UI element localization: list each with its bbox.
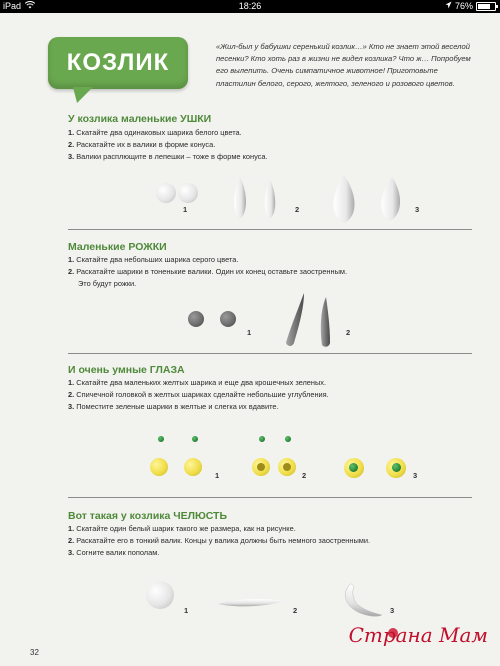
step-label: 3 bbox=[390, 606, 395, 615]
green-ball bbox=[259, 436, 265, 442]
step-horns-2: 2. Раскатайте шарики в тоненькие валики. Один их конец оставьте заостренным. bbox=[68, 267, 348, 276]
white-ball bbox=[178, 183, 198, 203]
step-horns-1: 1. Скатайте два небольших шарика серого цвета. bbox=[68, 255, 239, 264]
section-title-eyes: И очень умные ГЛАЗА bbox=[68, 364, 185, 376]
thin-roll bbox=[216, 595, 286, 611]
battery-percent: 76% bbox=[454, 1, 473, 11]
step-eyes-3: 3. Поместите зеленые шарики в желтые и слегка их вдавите. bbox=[68, 402, 279, 411]
section-title-ears: У козлика маленькие УШКИ bbox=[68, 113, 212, 125]
step-jaw-2: 2. Раскатайте его в тонкий валик. Концы у валика должны быть немного заостренными. bbox=[68, 536, 371, 545]
pupil bbox=[349, 463, 358, 472]
dimple bbox=[257, 463, 265, 471]
grey-ball bbox=[188, 311, 204, 327]
step-eyes-2: 2. Спичечной головкой в желтых шариках сделайте небольшие углубления. bbox=[68, 390, 329, 399]
step-label: 1 bbox=[184, 606, 189, 615]
white-ball bbox=[156, 183, 176, 203]
section-divider bbox=[68, 353, 472, 354]
section-divider bbox=[68, 229, 472, 230]
step-ears-1: 1. Скатайте два одинаковых шарика белого цвета. bbox=[68, 128, 242, 137]
device-name: iPad bbox=[3, 1, 22, 11]
cone-rolls bbox=[228, 173, 288, 223]
status-bar bbox=[0, 0, 500, 13]
step-horns-3: Это будут рожки. bbox=[78, 279, 137, 288]
page-title: КОЗЛИК bbox=[66, 49, 170, 76]
folded-roll bbox=[340, 581, 384, 621]
white-ball-large bbox=[146, 581, 174, 609]
section-title-jaw: Вот такая у козлика ЧЕЛЮСТЬ bbox=[68, 510, 228, 522]
step-label: 1 bbox=[215, 471, 220, 480]
status-time: 18:26 bbox=[238, 1, 262, 11]
green-ball bbox=[192, 436, 198, 442]
dimple bbox=[283, 463, 291, 471]
book-page[interactable] bbox=[0, 13, 500, 666]
section-divider bbox=[68, 497, 472, 498]
title-badge bbox=[48, 37, 188, 89]
flat-ears bbox=[326, 171, 416, 227]
grey-horns bbox=[282, 291, 342, 351]
step-label: 3 bbox=[413, 471, 418, 480]
status-right bbox=[445, 0, 496, 13]
pupil bbox=[392, 463, 401, 472]
step-label: 3 bbox=[415, 205, 420, 214]
step-label: 1 bbox=[183, 205, 188, 214]
step-label: 2 bbox=[302, 471, 307, 480]
page-number: 32 bbox=[30, 648, 39, 657]
section-title-horns: Маленькие РОЖКИ bbox=[68, 241, 167, 253]
watermark: Страна Мам bbox=[348, 623, 488, 647]
location-icon bbox=[445, 0, 452, 13]
step-eyes-1: 1. Скатайте два маленьких желтых шарика и еще два крошечных зеленых. bbox=[68, 378, 327, 387]
step-label: 1 bbox=[247, 328, 252, 337]
green-ball bbox=[285, 436, 291, 442]
yellow-ball bbox=[150, 458, 168, 476]
green-ball bbox=[158, 436, 164, 442]
step-label: 2 bbox=[346, 328, 351, 337]
step-jaw-3: 3. Согните валик пополам. bbox=[68, 548, 160, 557]
intro-text: «Жил-был у бабушки серенький козлик…» Кто не знает этой веселой песенки? Кто хоть раз в жизни не видел козлика? Что ж… Попробуем его вылепить. Очень симпатичное животное! Приготовьте пластилин белого, серого, желтого, зеленого и розового цветов. bbox=[216, 42, 471, 88]
step-ears-2: 2. Раскатайте их в валики в форме конуса. bbox=[68, 140, 216, 149]
step-label: 2 bbox=[295, 205, 300, 214]
battery-icon bbox=[476, 2, 496, 11]
step-jaw-1: 1. Скатайте один белый шарик такого же размера, как на рисунке. bbox=[68, 524, 296, 533]
step-label: 2 bbox=[293, 606, 298, 615]
yellow-ball bbox=[184, 458, 202, 476]
grey-ball bbox=[220, 311, 236, 327]
step-ears-3: 3. Валики расплющите в лепешки – тоже в форме конуса. bbox=[68, 152, 268, 161]
